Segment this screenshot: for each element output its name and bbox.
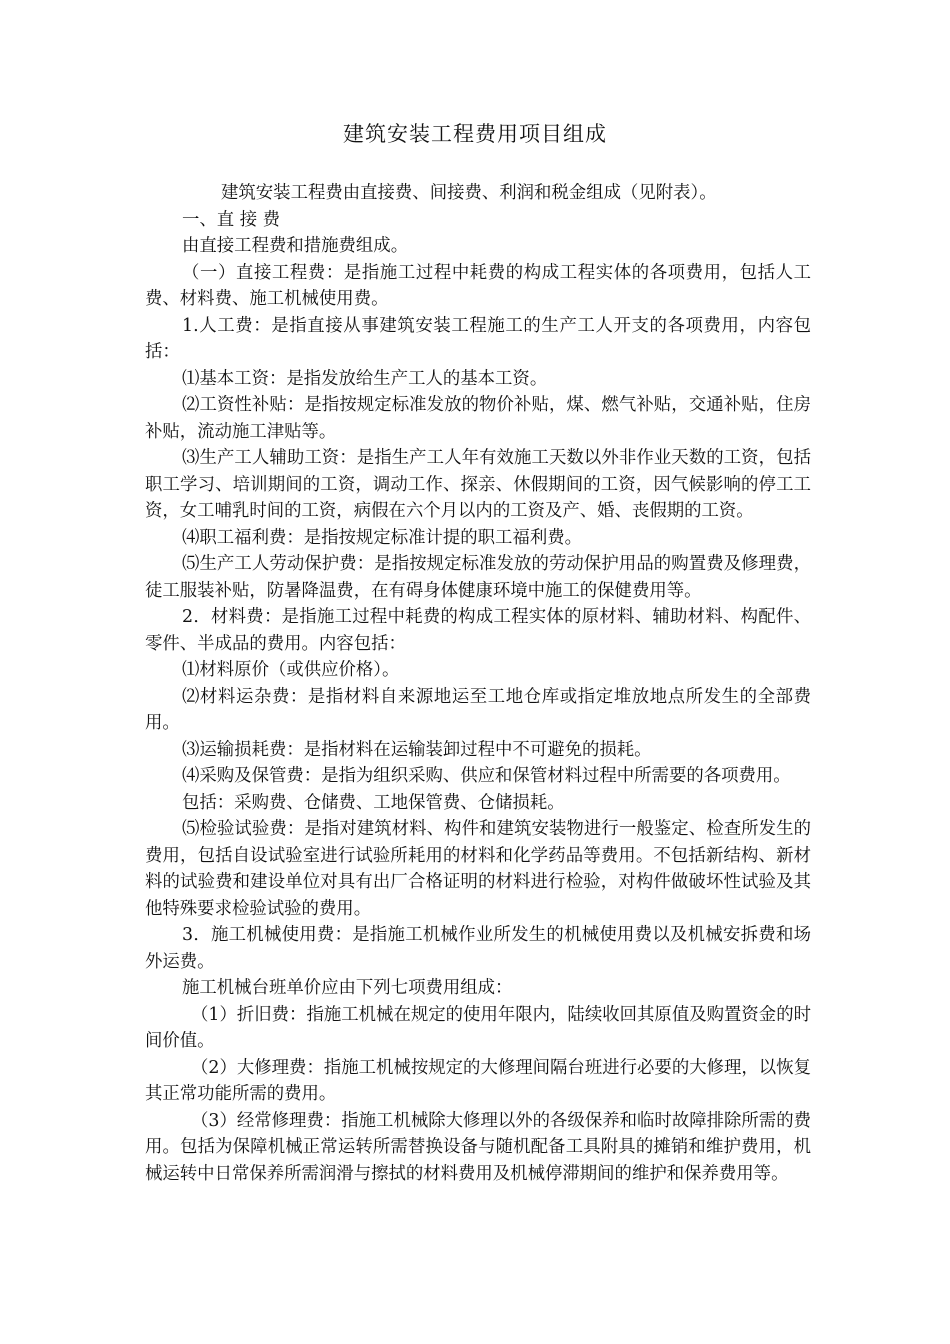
paragraph: ⑷职工福利费：是指按规定标准计提的职工福利费。	[182, 527, 582, 548]
paragraph: （一）直接工程费：是指施工过程中耗费的构成工程实体的各项费用，包括人工费、材料费、施工机械使用费。	[145, 262, 811, 309]
paragraph: ⑶生产工人辅助工资：是指生产工人年有效施工天数以外非作业天数的工资，包括职工学习、培训期间的工资，调动工作、探亲、休假期间的工资，因气候影响的停工工资，女工哺乳时间的工资，病假在六个月以内的工资及产、婚、丧假期的工资。	[145, 448, 811, 521]
paragraph: ⑶运输损耗费：是指材料在运输装卸过程中不可避免的损耗。	[182, 739, 652, 760]
section-heading-direct-cost: 一、直 接 费	[182, 209, 281, 230]
paragraph: 1.人工费：是指直接从事建筑安装工程施工的生产工人开支的各项费用，内容包括：	[145, 315, 811, 362]
paragraph: （1）折旧费：指施工机械在规定的使用年限内，陆续收回其原值及购置资金的时间价值。	[145, 1004, 811, 1051]
paragraph: 施工机械台班单价应由下列七项费用组成：	[182, 978, 513, 998]
paragraph: （3）经常修理费：指施工机械除大修理以外的各级保养和临时故障排除所需的费用。包括为保障机械正常运转所需替换设备与随机配备工具附具的摊销和维护费用，机械运转中日常保养所需润滑与擦拭的材料费用及机械停滞期间的维护和保养费用等。	[145, 1110, 811, 1184]
paragraph: ⑷采购及保管费：是指为组织采购、供应和保管材料过程中所需要的各项费用。	[182, 766, 791, 786]
paragraph: 包括：采购费、仓储费、工地保管费、仓储损耗。	[182, 792, 565, 813]
paragraph: ⑵工资性补贴：是指按规定标准发放的物价补贴，煤、燃气补贴，交通补贴，住房补贴，流动施工津贴等。	[145, 395, 811, 442]
paragraph: ⑸生产工人劳动保护费：是指按规定标准发放的劳动保护用品的购置费及修理费，徒工服装补贴，防暑降温费，在有碍身体健康环境中施工的保健费用等。	[145, 554, 811, 601]
paragraph: ⑸检验试验费：是指对建筑材料、构件和建筑安装物进行一般鉴定、检查所发生的费用，包括自设试验室进行试验所耗用的材料和化学药品等费用。不包括新结构、新材料的试验费和建设单位对具有出厂合格证明的材料进行检验，对构件做破坏性试验及其他特殊要求检验试验的费用。	[145, 819, 811, 919]
paragraph: ⑴材料原价（或供应价格）。	[182, 660, 400, 680]
paragraph: ⑴基本工资：是指发放给生产工人的基本工资。	[182, 368, 548, 389]
paragraph: ⑵材料运杂费：是指材料自来源地运至工地仓库或指定堆放地点所发生的全部费用。	[145, 686, 811, 733]
document-title: 建筑安装工程费用项目组成	[343, 122, 607, 146]
document-body	[145, 180, 811, 1187]
paragraph: 由直接工程费和措施费组成。	[182, 236, 409, 256]
paragraph: （2）大修理费：指施工机械按规定的大修理间隔台班进行必要的大修理，以恢复其正常功能所需的费用。	[145, 1057, 811, 1104]
paragraph: 2．材料费：是指施工过程中耗费的构成工程实体的原材料、辅助材料、构配件、零件、半成品的费用。内容包括：	[145, 607, 811, 654]
intro-paragraph: 建筑安装工程费由直接费、间接费、利润和税金组成（见附表）。	[221, 183, 717, 203]
paragraph: 3．施工机械使用费：是指施工机械作业所发生的机械使用费以及机械安拆费和场外运费。	[145, 925, 811, 972]
